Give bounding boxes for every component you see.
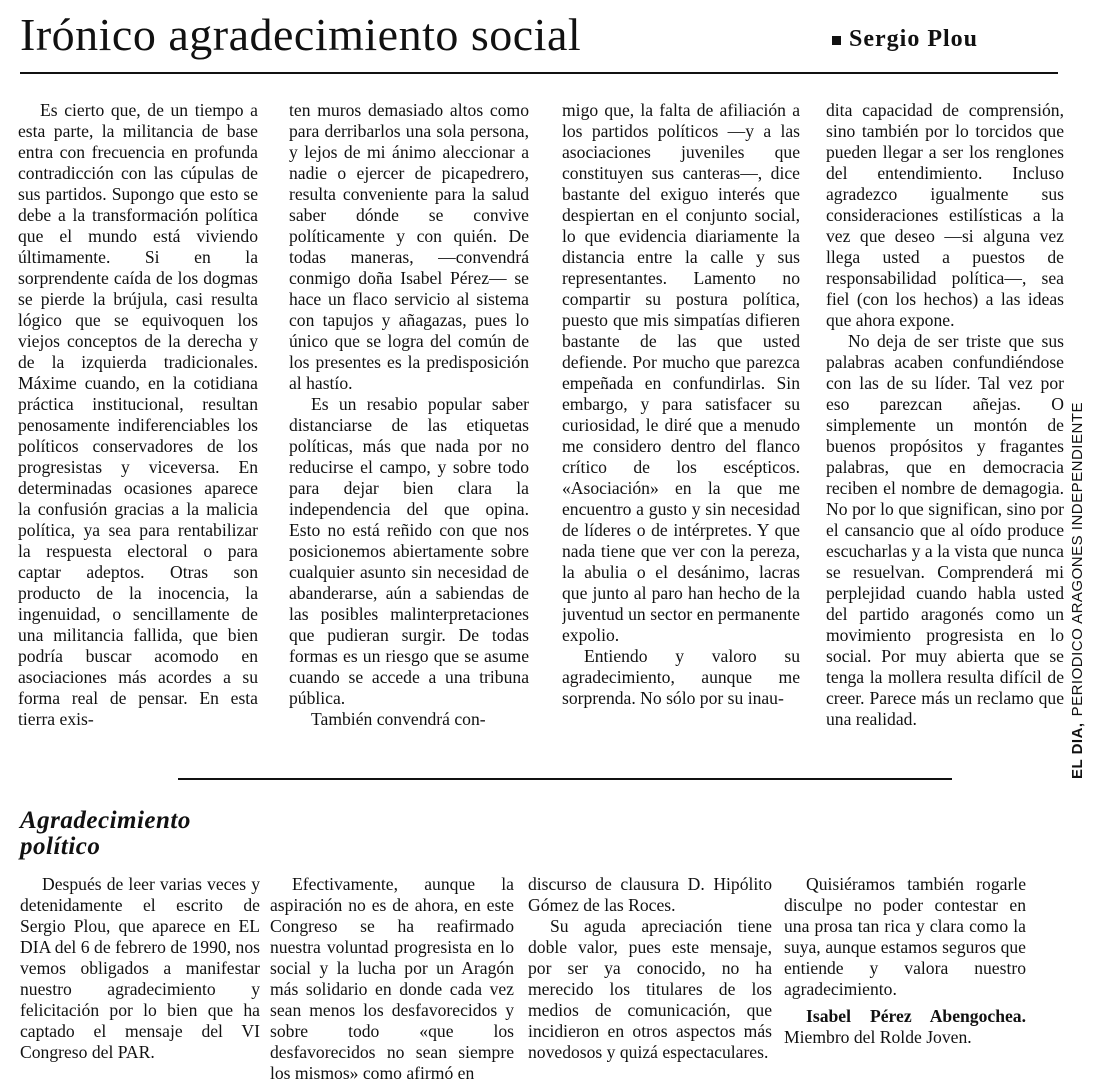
article-paragraph: También convendrá con- xyxy=(311,709,486,729)
letter-column-3 xyxy=(528,874,772,1082)
article-paragraph: No deja de ser triste que sus palabras acaben confundiéndose con las de su líder. Tal vez por eso parezcan añejas. O simplemente un montón de buenos propósitos y fragantes palabras, que en democracia reciben el nombre de demagogia. No por lo que significan, sino por el cansancio que al oído produce escucharlas y a la vista que nunca se resuelvan. Comprenderá mi perplejidad cuando habla usted del partido aragonés como un movimiento progresista en lo social. Por muy abierta que se tenga la mollera resulta difícil de creer. Parece más un reclamo que una realidad. xyxy=(826,331,1064,729)
signature-role: Miembro del Rolde Joven. xyxy=(784,1027,972,1047)
letter-title-line: Agradecimiento xyxy=(20,807,191,834)
article-title: Irónico agradecimiento social xyxy=(20,9,582,60)
article-column-2 xyxy=(289,100,529,772)
article-column-3 xyxy=(562,100,800,772)
letter-signature xyxy=(784,1006,1026,1048)
newspaper-name: EL DIA, xyxy=(1069,722,1086,779)
letter-paragraph: Su aguda apreciación tiene doble valor, pues este mensaje, por ser ya conocido, no ha merecido los titulares de los medios de comunicación, que incidieron en otros aspectos más novedosos y quizá espectaculares. xyxy=(528,916,772,1062)
bullet-icon xyxy=(832,36,841,45)
article-paragraph: Es cierto que, de un tiempo a esta parte, la militancia de base entra con frecuencia en profunda contradicción con las cúpulas de sus partidos. Supongo que esto se debe a la transformación política que el mundo está viviendo últimamente. Si en la sorprendente caída de los dogmas se pierde la brújula, casi resulta lógico que se equivoquen los viejos conceptos de la derecha y de la izquierda tradicionales. Máxime cuando, en la cotidiana práctica institucional, resultan penosamente indiferenciables los políticos conservadores de los progresistas y viceversa. En determinadas ocasiones aparece la confusión gracias a la malicia política, ya sea para rentabilizar la respuesta electoral o para captar adeptos. Otras son producto de la inocencia, la ingenuidad, o sencillamente de una militancia fallida, que bien podría buscar acomodo en asociaciones más acordes a su forma real de pensar. En esta tierra exis- xyxy=(18,100,258,729)
letter-column-2 xyxy=(270,874,514,1082)
letter-column-1 xyxy=(20,874,260,1082)
letter-paragraph: Efectivamente, aunque la aspiración no es de ahora, en este Congreso se ha reafirmado nuestra voluntad progresista en lo social y la lucha por un Aragón más solidario en donde cada vez sean menos los desfavorecidos y sobre todo «que los desfavorecidos no sean siempre los mismos» como afirmó en xyxy=(270,874,514,1082)
letter-paragraph: Quisiéramos también rogarle disculpe no poder contestar en una prosa tan rica y clara como la suya, aunque estamos seguros que entiende y valora nuestro agradecimiento. xyxy=(784,874,1026,999)
newspaper-tagline: PERIODICO ARAGONES INDEPENDIENTE xyxy=(1069,402,1086,717)
article-paragraph: dita capacidad de comprensión, sino también por lo torcidos que pueden llegar a ser los renglones del entendimiento. Incluso agradezco igualmente sus consideraciones estilísticas a la vez que deseo —si alguna vez llega usted a puestos de responsabilidad política—, sea fiel (con los hechos) a las ideas que ahora expone. xyxy=(826,100,1064,330)
letter-title-line: político xyxy=(20,833,101,860)
signature-name: Isabel Pérez Abengochea. xyxy=(806,1006,1026,1026)
author-name: Sergio Plou xyxy=(849,26,978,52)
byline xyxy=(832,26,978,53)
top-rule xyxy=(20,72,1058,74)
article-paragraph: ten muros demasiado altos como para derribarlos una sola persona, y lejos de mi ánimo aleccionar a nadie o ejercer de picapedrero, resulta conveniente para la salud saber dónde se convive políticamente y con quién. De todas maneras, —convendrá conmigo doña Isabel Pérez— se hace un flaco servicio al sistema con tapujos y añagazas, pues lo único que se logra del común de los presentes es la predisposición al hastío. xyxy=(289,100,529,393)
article-paragraph: migo que, la falta de afiliación a los partidos políticos —y a las asociaciones juveniles que constituyen sus canteras—, dice bastante del exiguo interés que despiertan en el conjunto social, lo que evidencia diariamente la distancia entre la calle y sus representantes. Lamento no compartir su postura política, puesto que mis simpatías difieren bastante de las que usted defiende. Por mucho que parezca empeñada en confundirlas. Sin embargo, y para satisfacer su curiosidad, le diré que a menudo me considero dentro del flanco crítico de los escépticos. «Asociación» en la que me encuentro a gusto y sin necesidad de líderes o de intérpretes. Y que nada tiene que ver con la pereza, la abulia o el desánimo, lacras que junto al paro han hecho de la juventud un sector en permanente expolio. xyxy=(562,100,800,645)
newspaper-sidebar xyxy=(1063,79,1093,779)
section-rule xyxy=(178,778,952,780)
article-column-1 xyxy=(18,100,258,772)
letter-paragraph: Después de leer varias veces y detenidamente el escrito de Sergio Plou, que aparece en EL DIA del 6 de febrero de 1990, nos vemos obligados a manifestar nuestro agradecimiento y felicitación por lo bien que ha captado el mensaje del VI Congreso del PAR. xyxy=(20,874,260,1062)
article-column-4 xyxy=(826,100,1064,772)
letter-column-4 xyxy=(784,874,1026,1082)
letter-paragraph: discurso de clausura D. Hipólito Gómez de las Roces. xyxy=(528,874,772,915)
article-paragraph: Entiendo y valoro su agradecimiento, aunque me sorprenda. No sólo por su inau- xyxy=(562,646,800,708)
letter-title xyxy=(20,808,191,860)
article-paragraph: Es un resabio popular saber distanciarse de las etiquetas políticas, más que nada por no reducirse el campo, y sobre todo para dejar bien clara la independencia del que opina. Esto no está reñido con que nos posicionemos abiertamente sobre cualquier asunto sin necesidad de abanderarse, aún a sabiendas de las posibles malinterpretaciones que pudieran surgir. De todas formas es un riesgo que se asume cuando se accede a una tribuna pública. xyxy=(289,394,529,708)
